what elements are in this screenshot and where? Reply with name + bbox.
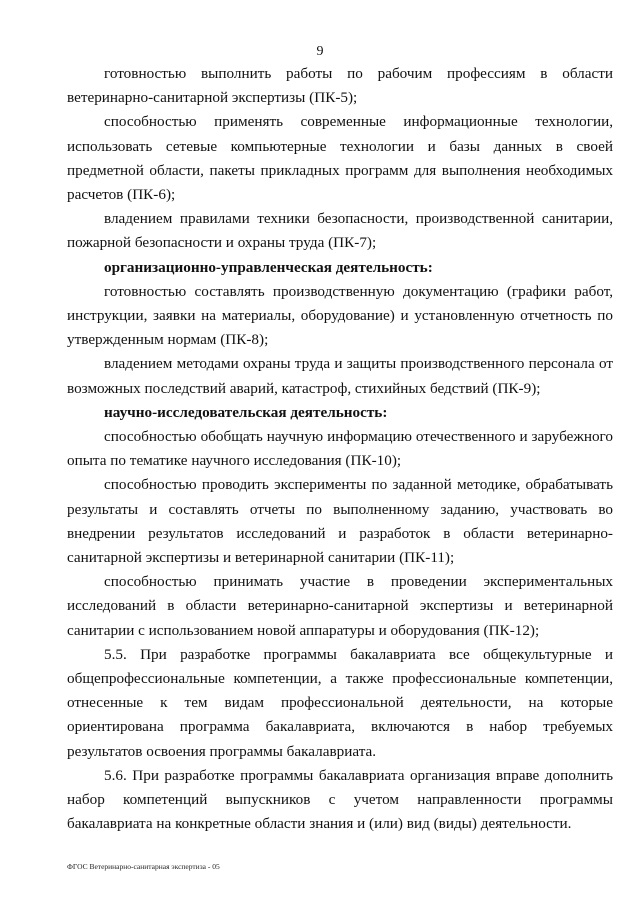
- paragraph-pk11: способностью проводить эксперименты по заданной методике, обрабатывать результаты и составлять отчеты по выполненному заданию, участвовать во внедрении результатов исследований и разработок в области ветеринарно-санитарной экспертизы и ветеринарной санитарии (ПК-11);: [67, 476, 613, 567]
- body-text: [67, 62, 613, 837]
- section-heading-organizational: организационно-управленческая деятельность:: [104, 258, 433, 276]
- paragraph-pk6: способностью применять современные информационные технологии, использовать сетевые компьютерные технологии и базы данных в своей предметной области, пакеты прикладных программ для выполнения необходимых расчетов (ПК-6);: [67, 113, 613, 204]
- paragraph-pk5: готовностью выполнить работы по рабочим профессиям в области ветеринарно-санитарной экспертизы (ПК-5);: [67, 65, 613, 107]
- paragraph-pk10: способностью обобщать научную информацию отечественного и зарубежного опыта по тематике научного исследования (ПК-10);: [67, 428, 613, 470]
- footer-text: ФГОС Ветеринарно-санитарная экспертиза - 05: [67, 862, 220, 871]
- section-heading-research: научно-исследовательская деятельность:: [104, 403, 388, 421]
- paragraph-pk9: владением методами охраны труда и защиты производственного персонала от возможных последствий аварий, катастроф, стихийных бедствий (ПК-9);: [67, 355, 613, 397]
- page-number: 9: [316, 44, 324, 59]
- paragraph-pk7: владением правилами техники безопасности, производственной санитарии, пожарной безопасности и охраны труда (ПК-7);: [67, 210, 613, 252]
- paragraph-5-5: 5.5. При разработке программы бакалавриата все общекультурные и общепрофессиональные компетенции, а также профессиональные компетенции, отнесенные к тем видам профессиональной деятельности, на которые ориентирована программа бакалавриата, включаются в набор требуемых результатов освоения программы бакалавриата.: [67, 645, 613, 760]
- paragraph-5-6: 5.6. При разработке программы бакалавриата организация вправе дополнить набор компетенций выпускников с учетом направленности программы бакалавриата на конкретные области знания и (или) вид (виды) деятельности.: [67, 766, 613, 833]
- paragraph-pk8: готовностью составлять производственную документацию (графики работ, инструкции, заявки на материалы, оборудование) и установленную отчетность по утвержденным нормам (ПК-8);: [67, 282, 613, 349]
- paragraph-pk12: способностью принимать участие в проведении экспериментальных исследований в области ветеринарно-санитарной экспертизы и ветеринарной санитарии с использованием новой аппаратуры и оборудования (ПК-12);: [67, 573, 613, 639]
